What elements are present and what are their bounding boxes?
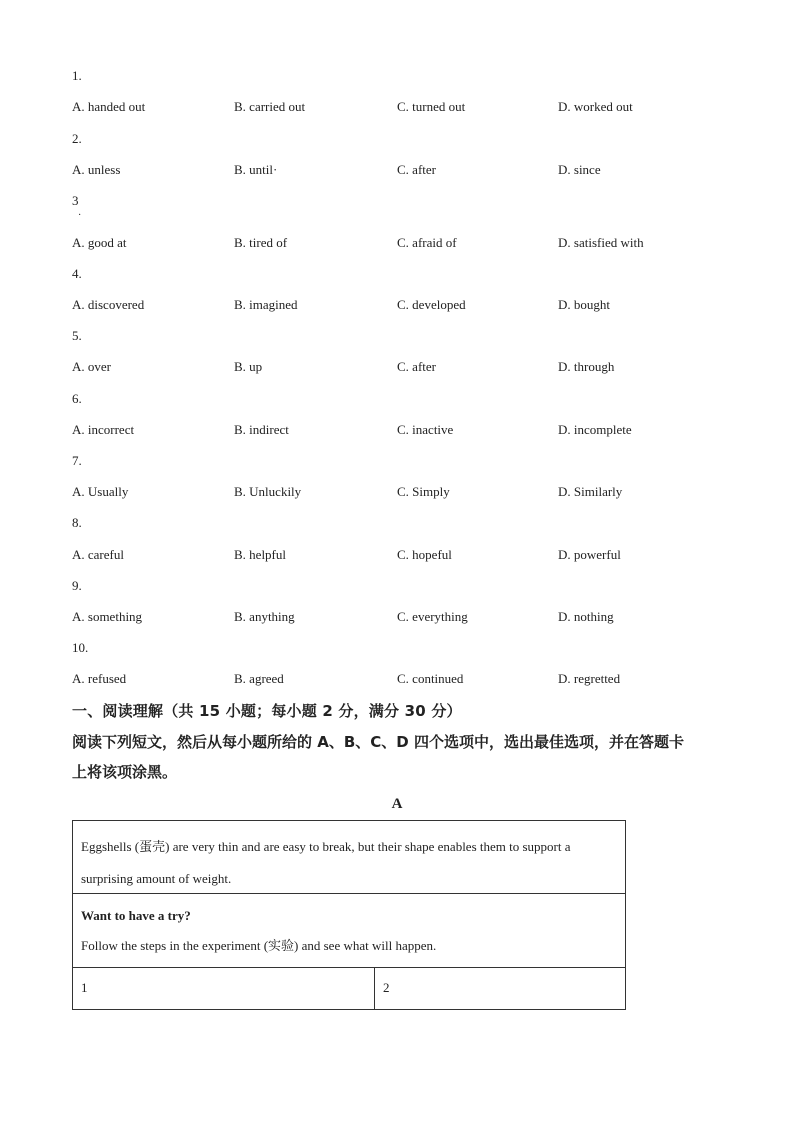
option-b: B. imagined xyxy=(234,297,298,312)
option-d: D. worked out xyxy=(558,99,633,114)
options-row xyxy=(72,161,732,179)
option-d: D. through xyxy=(558,359,615,374)
option-b: B. carried out xyxy=(234,99,306,114)
question-number: 5. xyxy=(72,328,82,343)
option-a: A. handed out xyxy=(72,99,146,114)
question-number: 9. xyxy=(72,578,82,593)
question-number: 1. xyxy=(72,68,82,83)
option-d: D. regretted xyxy=(558,671,621,686)
options-row xyxy=(72,670,732,688)
option-c: C. after xyxy=(397,162,436,177)
option-c: C. continued xyxy=(397,671,464,686)
option-c: C. Simply xyxy=(397,484,450,499)
section-heading: 一、阅读理解（共 15 小题；每小题 2 分，满分 30 分） xyxy=(72,702,462,720)
options-row xyxy=(72,296,732,314)
try-cell xyxy=(72,893,626,968)
options-row xyxy=(72,358,732,376)
question-number: 7. xyxy=(72,453,82,468)
question-number: 3 xyxy=(72,193,79,208)
option-b: B. until· xyxy=(234,162,278,177)
question-number: 10. xyxy=(72,640,89,655)
option-a: A. over xyxy=(72,359,111,374)
options-row xyxy=(72,608,732,626)
step-cell-1: 1 xyxy=(72,967,375,1010)
section-instruction-line2: 上将该项涂黑。 xyxy=(72,763,178,781)
options-row xyxy=(72,546,732,564)
option-b: B. agreed xyxy=(234,671,284,686)
option-c: C. inactive xyxy=(397,422,454,437)
option-c: C. turned out xyxy=(397,99,466,114)
option-c: C. after xyxy=(397,359,436,374)
stray-dot: · xyxy=(78,210,82,221)
option-d: D. nothing xyxy=(558,609,614,624)
passage-intro-cell: Eggshells (蛋壳) are very thin and are easy to break, but their shape enables them to support a surprising amount of weight. xyxy=(72,820,626,894)
option-d: D. Similarly xyxy=(558,484,623,499)
option-c: C. developed xyxy=(397,297,466,312)
step-cell-2: 2 xyxy=(374,967,626,1010)
question-number: 6. xyxy=(72,391,82,406)
options-row xyxy=(72,98,732,116)
options-row xyxy=(72,483,732,501)
option-d: D. satisfied with xyxy=(558,235,644,250)
option-c: C. everything xyxy=(397,609,468,624)
option-d: D. incomplete xyxy=(558,422,632,437)
option-d: D. since xyxy=(558,162,601,177)
option-a: A. unless xyxy=(72,162,121,177)
option-a: A. something xyxy=(72,609,143,624)
passage-label: A xyxy=(391,796,403,812)
try-title: Want to have a try? xyxy=(81,908,191,923)
options-row xyxy=(72,421,732,439)
option-c: C. hopeful xyxy=(397,547,452,562)
option-b: B. Unluckily xyxy=(234,484,302,499)
question-number: 8. xyxy=(72,515,82,530)
question-number: 4. xyxy=(72,266,82,281)
option-c: C. afraid of xyxy=(397,235,457,250)
try-text: Follow the steps in the experiment (实验) and see what will happen. xyxy=(81,938,437,953)
option-b: B. tired of xyxy=(234,235,288,250)
option-b: B. anything xyxy=(234,609,295,624)
option-a: A. careful xyxy=(72,547,124,562)
question-number: 2. xyxy=(72,131,82,146)
option-b: B. indirect xyxy=(234,422,289,437)
option-b: B. helpful xyxy=(234,547,286,562)
option-a: A. incorrect xyxy=(72,422,135,437)
options-row xyxy=(72,234,732,252)
section-instruction-line1: 阅读下列短文，然后从每小题所给的 A、B、C、D 四个选项中，选出最佳选项，并在答题卡 xyxy=(72,733,684,751)
option-a: A. good at xyxy=(72,235,127,250)
option-a: A. discovered xyxy=(72,297,145,312)
option-d: D. bought xyxy=(558,297,610,312)
option-a: A. Usually xyxy=(72,484,129,499)
option-d: D. powerful xyxy=(558,547,621,562)
option-a: A. refused xyxy=(72,671,127,686)
option-b: B. up xyxy=(234,359,263,374)
